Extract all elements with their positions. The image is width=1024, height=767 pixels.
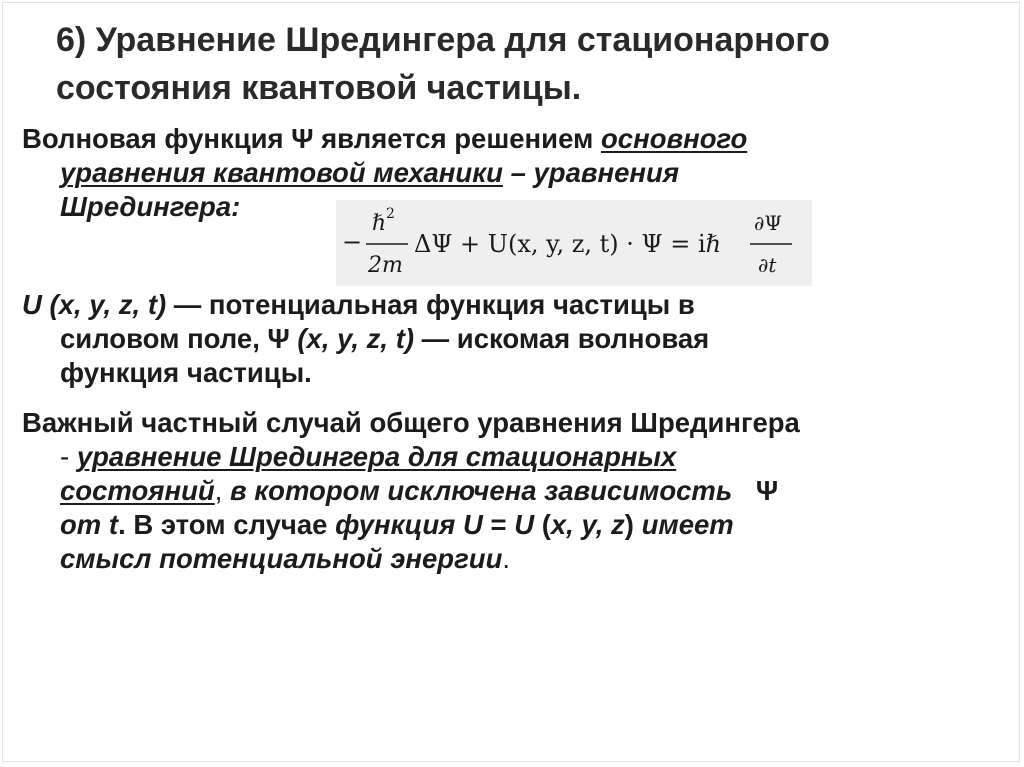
p3-line-3: [22, 474, 1012, 508]
p3-eq: =: [482, 509, 515, 540]
title-line-1: 6) Уравнение Шредингера для стационарного: [56, 21, 830, 59]
p3-ot: от: [60, 509, 109, 540]
paragraph-potential: [22, 288, 1012, 390]
p3-line-5: [22, 542, 1012, 576]
p3-dash: -: [60, 441, 77, 472]
p3-line-4: [22, 508, 1012, 542]
eq-minus: −: [342, 228, 363, 256]
p3-paren-open: (: [534, 509, 551, 540]
eq-main-term: ΔΨ + U(x, y, z, t) · Ψ = iℏ: [414, 230, 722, 258]
p1-line-2: [22, 156, 1012, 190]
p3-comma: ,: [214, 475, 230, 506]
p1-underlined-qm: уравнения квантовой механики: [60, 157, 503, 188]
p3-text-case: . В этом случае: [118, 509, 336, 540]
p3-func-u: функция U: [335, 509, 483, 540]
schrodinger-equation-image: [336, 200, 812, 286]
p3-psi: Ψ: [755, 475, 779, 506]
eq-2m: 2m: [368, 253, 403, 278]
p3-line-2: [22, 440, 1012, 474]
p2-text-c: — искомая волновая: [414, 323, 710, 354]
eq-square: 2: [386, 206, 395, 222]
p3-xyz: x, y, z: [550, 509, 625, 540]
title-line-2: состояния квантовой частицы.: [56, 69, 582, 107]
eq-dpsi: ∂Ψ: [754, 211, 782, 235]
p2-text-b: силовом поле, Ψ: [60, 323, 298, 354]
p2-u-func: U (x, y, z, t): [22, 289, 167, 320]
eq-hbar: ℏ: [372, 211, 387, 236]
p1-line-1: [22, 122, 1012, 156]
p3-t: t: [108, 509, 119, 540]
p1-text-b: – уравнения: [502, 157, 680, 188]
p2-line-3: функция частицы.: [60, 357, 312, 388]
p1-line-3: Шредингера:: [60, 191, 241, 222]
p3-underlined-eq: уравнение Шредингера для стационарных: [76, 441, 677, 472]
p1-text-a: Волновая функция Ψ является решением: [22, 123, 601, 154]
p2-line-1: [22, 288, 1012, 322]
p2-args: (x, y, z, t): [297, 323, 415, 354]
eq-dt: ∂t: [758, 253, 777, 277]
p1-underlined-basic: основного: [601, 123, 748, 154]
p2-line-2: [22, 322, 1012, 356]
p3-paren-close: ): [624, 509, 642, 540]
p3-u2: U: [514, 509, 535, 540]
paragraph-stationary: [22, 406, 1012, 576]
p3-underlined-states: состояний: [60, 475, 215, 506]
p3-line-1: Важный частный случай общего уравнения Шредингера: [22, 407, 800, 438]
p3-energy: смысл потенциальной энергии: [60, 543, 503, 574]
p3-excluded: в котором исключена зависимость: [229, 475, 740, 506]
p3-has: имеет: [641, 509, 734, 540]
p3-period: .: [502, 543, 511, 574]
slide-title: [56, 16, 996, 112]
p2-text-a: — потенциальная функция частицы в: [166, 289, 695, 320]
